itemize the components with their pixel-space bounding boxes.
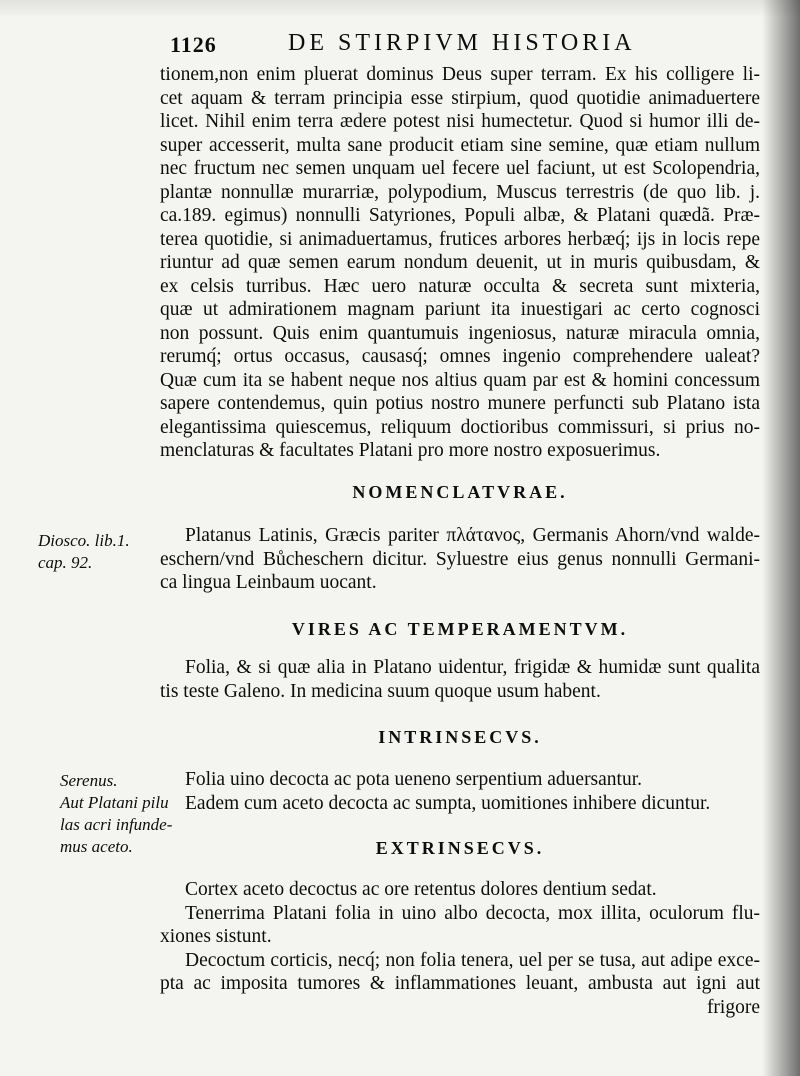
body-paragraph	[160, 63, 760, 463]
body-line: xiones sistunt.	[160, 926, 272, 947]
section-heading-nomenclaturae: NOMENCLATVRAE.	[352, 482, 568, 502]
section-heading-intrinsecus: INTRINSECVS.	[378, 727, 542, 747]
body-line: tis teste Galeno. In medicina suum quoque usum habent.	[160, 680, 601, 702]
body-line: menclaturas & facultates Platani pro more nostro exposuerimus.	[160, 440, 661, 461]
body-line: pta ac imposita tumores & inflammationes leuant, ambusta aut igni aut	[160, 973, 760, 994]
body-line: elegantissima quiescemus, reliquum doctioribus commissuri, si prius no-	[160, 416, 760, 438]
catchword-text: frigore	[706, 997, 760, 1018]
body-line: eschern/vnd Bůcheschern dicitur. Syluestre eius genus nonnulli Germani-	[160, 548, 760, 570]
body-line: ca.189. egimus) nonnulli Satyriones, Populi albæ, & Platani quædã. Præ-	[160, 205, 760, 226]
margin-note-line: cap. 92.	[38, 553, 93, 572]
body-line: plantæ nonnullæ murarriæ, polypodium, Muscus terrestris (de quo lib. j.	[160, 181, 760, 203]
body-line: Folia uino decocta ac pota ueneno serpentium aduersantur.	[185, 769, 643, 790]
running-head: DE STIRPIVM HISTORIA	[288, 30, 636, 56]
body-line: Tenerrima Platani folia in uino albo decocta, mox illita, oculorum flu-	[185, 902, 760, 924]
vires-paragraph-cont	[160, 680, 760, 704]
body-line: Decoctum corticis, necq́; non folia tenera, uel per se tusa, aut adipe exce-	[185, 949, 760, 971]
body-line: non possunt. Quis enim quantumuis ingeniosus, naturæ miracula omnia,	[160, 322, 760, 344]
section-heading-extrinsecus: EXTRINSECVS.	[375, 838, 545, 858]
extrinsecus-paragraph-2-cont	[160, 972, 760, 996]
body-line: Quæ cum ita se habent neque nos altius quam par est & homini concessum	[160, 369, 760, 391]
page-number: 1126	[170, 32, 217, 57]
margin-note-line: las acri infunde-	[60, 815, 173, 834]
body-line: nec fructum nec semen unquam uel fecere uel faciunt, ut est Scolopendria,	[160, 158, 760, 179]
body-line: sapere contendemus, quin potius nostro munere perfuncti sub Platano ista	[160, 393, 760, 414]
margin-note-line: Diosco. lib.1.	[38, 531, 130, 550]
body-line: Eadem cum aceto decocta ac sumpta, uomitiones inhibere dicuntur.	[185, 792, 711, 814]
body-line: rerumq́; ortus occasus, causasq́; omnes ingenio comprehendere ualeat?	[160, 346, 760, 367]
body-line: riuntur ad quæ semen earum nondum deuenit, ut in muris quibusdam, &	[160, 252, 760, 273]
margin-note-diosco	[38, 530, 158, 574]
body-line: Cortex aceto decoctus ac ore retentus dolores dentium sedat.	[185, 879, 657, 900]
catchword	[640, 996, 760, 1020]
extrinsecus-paragraph-2	[185, 949, 760, 973]
body-line: Folia, & si quæ alia in Platano uidentur, frigidæ & humidæ sunt qualita	[185, 657, 760, 678]
body-line: quæ ut admirationem magnam pariunt ita inuestigari ac certo cognosci	[160, 299, 760, 320]
body-line: terea quotidie, si animaduertamus, frutices arbores herbæq́; ijs in locis repe	[160, 228, 760, 250]
body-line: super accesserit, multa sane producit etiam sine semine, quæ etiam nullum	[160, 134, 760, 156]
body-line: tionem,non enim pluerat dominus Deus super terram. Ex his colligere li-	[160, 64, 760, 85]
page-shadow-top	[0, 0, 800, 18]
body-line: licet. Nihil enim terra ædere potest nisi humectetur. Quod si humor illi de-	[160, 111, 760, 132]
extrinsecus-paragraph-1-cont	[160, 925, 760, 949]
margin-note-serenus	[60, 770, 173, 858]
body-line: Platanus Latinis, Græcis pariter πλάτανος, Germanis Ahorn/vnd walde-	[185, 525, 760, 546]
extrinsecus-paragraph-1	[185, 878, 760, 925]
page-header	[170, 30, 770, 62]
body-line: ca lingua Leinbaum uocant.	[160, 572, 377, 593]
body-line: cet aquam & terram principia esse stirpium, quod quotidie animaduertere	[160, 87, 760, 109]
section-heading-vires: VIRES AC TEMPERAMENTVM.	[291, 619, 629, 639]
margin-note-line: Aut Platani pilu	[60, 793, 169, 812]
margin-note-line: Serenus.	[60, 771, 118, 790]
page-shadow-right	[762, 0, 800, 1076]
body-line: ex celsis turribus. Hæc uero naturæ occulta & secreta sunt mixteria,	[160, 275, 760, 297]
intrinsecus-paragraph	[185, 768, 760, 815]
nomenclaturae-paragraph-cont	[160, 548, 760, 595]
margin-note-line: mus aceto.	[60, 837, 133, 856]
nomenclaturae-paragraph	[185, 524, 760, 548]
vires-paragraph	[185, 656, 760, 680]
